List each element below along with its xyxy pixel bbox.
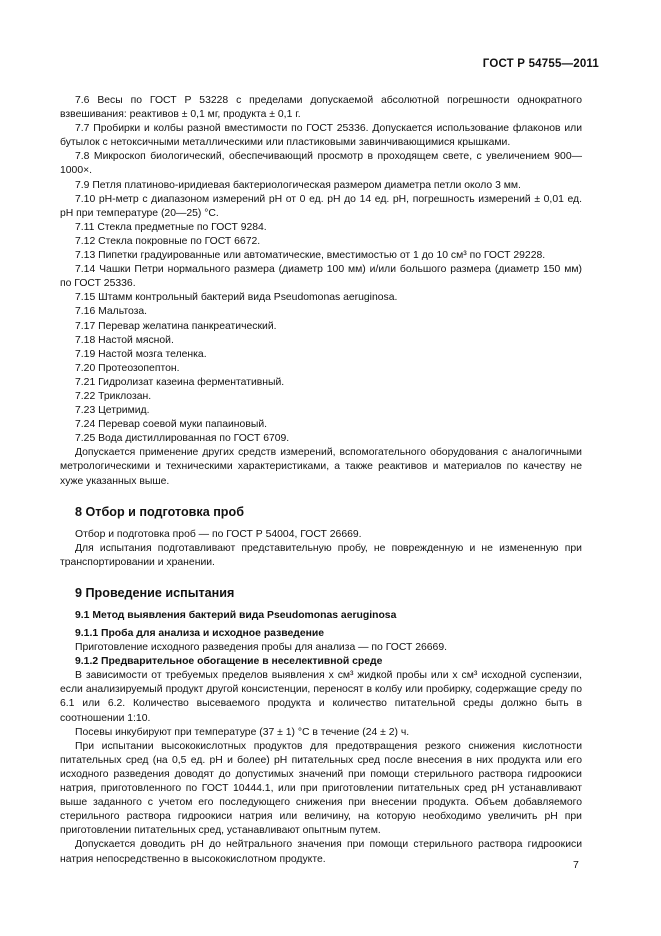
section9-paragraph: Допускается доводить рН до нейтрального значения при помощи стерильного раствора гидроокиси натрия непосредственно в высококислотном продукте. [60,839,582,865]
list-item: 7.10 рН-метр с диапазоном измерений рН от 0 ед. рН до 14 ед. рН, погрешность измерений ± 0,01 ед. рН при температуре (20—25) °С. [60,193,582,219]
standard-id: ГОСТ Р 54755—2011 [482,58,599,70]
list-item: 7.25 Вода дистиллированная по ГОСТ 6709. [75,433,290,445]
list-item: 7.14 Чашки Петри нормального размера (диаметр 100 мм) и/или большого размера (диаметр 150 мм) по ГОСТ 25336. [60,264,582,290]
subsection-9-1-1-heading: 9.1.1 Проба для анализа и исходное разведение [75,628,325,639]
document-body [60,94,582,867]
subsection-9-1-2-heading: 9.1.2 Предварительное обогащение в неселективной среде [75,656,383,668]
section9-paragraph: Посевы инкубируют при температуре (37 ± 1) °С в течение (24 ± 2) ч. [75,726,410,738]
list-item: 7.21 Гидролизат казеина ферментативный. [75,376,285,388]
list-item: 7.8 Микроскоп биологический, обеспечивающий просмотр в проходящем свете, с увеличением 900—1000×. [60,151,582,177]
list-item: 7.12 Стекла покровные по ГОСТ 6672. [75,235,261,247]
list-item: 7.24 Перевар соевой муки папаиновый. [75,419,268,431]
section8-paragraph: Для испытания подготавливают представительную пробу, не поврежденную и не измененную при транспортировании и хранении. [60,542,582,568]
page-number: 7 [573,859,579,871]
list-item: 7.13 Пипетки градуированные или автоматические, вместимостью от 1 до 10 см³ по ГОСТ 29228. [75,250,546,262]
section8-heading: 8 Отбор и подготовка проб [75,504,244,519]
equipment-list [60,94,582,489]
section9-paragraph: В зависимости от требуемых пределов выявления x см³ жидкой пробы или x см³ исходной суспензии, если анализируемый продукт другой консистенции, переносят в колбу или пробирку, содержащие среду по 6.1 или 6.2. Количество высеваемого продукта и количество питательной среды должно быть в соотношении 1:10. [60,670,582,724]
list-item: 7.20 Протеозопептон. [75,362,180,374]
list-item: 7.17 Перевар желатина панкреатический. [75,320,277,332]
section7-note: Допускается применение других средств измерений, вспомогательного оборудования с аналогичными метрологическими и техническими характеристиками, а также реактивов и материалов по качеству не хуже указанных выше. [60,447,582,487]
list-item: 7.23 Цетримид. [75,405,150,417]
list-item: 7.6 Весы по ГОСТ Р 53228 с пределами допускаемой абсолютной погрешности однократного взвешивания: реактивов ± 0,1 мг, продукта ± 0,1 г. [60,95,582,121]
section8-paragraph: Отбор и подготовка проб — по ГОСТ Р 54004, ГОСТ 26669. [75,528,362,540]
list-item: 7.16 Мальтоза. [75,306,148,318]
section9-paragraph: При испытании высококислотных продуктов для предотвращения резкого снижения кислотности питательных сред (на 0,5 ед. рН и более) рН питательных сред после внесения в них продукта или его исходного разведения доводят до допустимых значений при помощи стерильного раствора гидроокиси натрия, приготовленного по ГОСТ 10444.1, или при приготовлении питательных сред рН устанавливают выше заданного с учетом его последующего снижения при внесении продукта. Объем добавляемого стерильного раствора гидроокиси натрия или величину, на которую необходимо увеличить рН при приготовлении питательных сред, устанавливают опытным путем. [60,740,582,837]
list-item: 7.11 Стекла предметные по ГОСТ 9284. [75,221,267,233]
list-item: 7.19 Настой мозга теленка. [75,348,207,360]
subsection-9-1-heading: 9.1 Метод выявления бактерий вида Pseudomonas aeruginosa [75,609,397,621]
list-item: 7.7 Пробирки и колбы разной вместимости по ГОСТ 25336. Допускается использование флаконов или бутылок с нетоксичными металлическими или пластиковыми завинчивающимися крышками. [60,123,582,149]
section9-heading: 9 Проведение испытания [75,585,235,600]
list-item: 7.15 Штамм контрольный бактерий вида Pseudomonas aeruginosa. [75,292,398,304]
list-item: 7.9 Петля платиново-иридиевая бактериологическая размером диаметра петли около 3 мм. [75,179,521,191]
list-item: 7.22 Триклозан. [75,390,152,402]
section9-paragraph: Приготовление исходного разведения пробы для анализа — по ГОСТ 26669. [75,642,447,654]
list-item: 7.18 Настой мясной. [75,334,174,346]
